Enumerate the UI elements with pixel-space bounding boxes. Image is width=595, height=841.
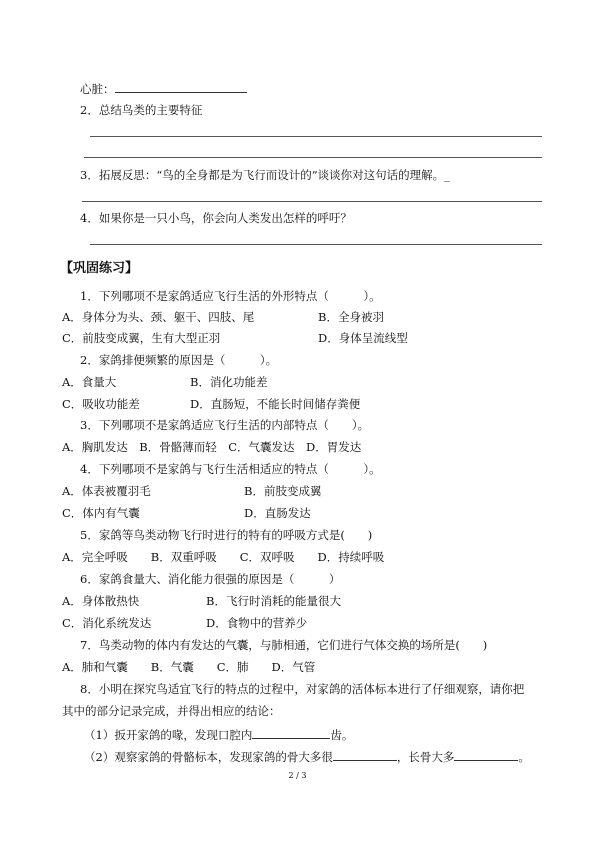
reflection-q3: 3．拓展反思：“鸟的全身都是为飞行而设计的”谈谈你对这句话的理解。_ xyxy=(80,168,450,182)
heart-answer-line xyxy=(80,80,247,96)
question-7: 7．鸟类动物的体内有发达的气囊，与肺相通，它们进行气体交换的场所是( ) xyxy=(80,638,488,652)
question-2: 2．家鸽排便频繁的原因是（ ）。 xyxy=(80,353,278,367)
q1-option-c[interactable]: C．前肢变成翼，生有大型正羽 xyxy=(62,331,221,345)
reflection-q4: 4．如果你是一只小鸟，你会向人类发出怎样的呼吁？ xyxy=(80,211,352,225)
q8-sub-2 xyxy=(84,748,530,764)
heart-blank[interactable] xyxy=(115,80,247,93)
question-4: 4．下列哪项不是家鸽与飞行生活相适应的特点（ ）。 xyxy=(80,462,381,476)
question-8-line-1: 8．小明在探究鸟适宜飞行的特点的过程中，对家鸽的活体标本进行了仔细观察，请你把 xyxy=(80,682,525,696)
question-5: 5．家鸽等鸟类动物飞行时进行的特有的呼吸方式是( ) xyxy=(80,528,373,542)
heart-label: 心脏： xyxy=(80,82,115,96)
q8-sub2-middle: ，长骨大多 xyxy=(396,750,455,764)
q6-option-d[interactable]: D．食物中的营养少 xyxy=(206,616,308,630)
q2-option-d[interactable]: D．直肠短，不能长时间储存粪便 xyxy=(190,397,361,411)
reflection-q2: 2．总结鸟类的主要特征 xyxy=(80,103,203,117)
q8-sub2-prefix: （2）观察家鸽的骨骼标本，发现家鸽的骨大多很 xyxy=(84,750,333,764)
q6-option-c[interactable]: C．消化系统发达 xyxy=(62,616,152,630)
answer-line[interactable] xyxy=(82,201,542,202)
q8-sub-1 xyxy=(84,726,353,742)
q2-option-a[interactable]: A．食量大 xyxy=(62,375,117,389)
question-3: 3．下列哪项不是家鸽适应飞行生活的内部特点（ ）。 xyxy=(80,418,370,432)
question-8-line-2: 其中的部分记录完成，并得出相应的结论： xyxy=(62,704,281,718)
q6-option-b[interactable]: B．飞行时消耗的能量很大 xyxy=(206,594,341,608)
answer-line[interactable] xyxy=(90,244,542,245)
question-6: 6．家鸽食量大、消化能力很强的原因是（ ） xyxy=(80,572,341,586)
q8-sub1-blank[interactable] xyxy=(252,726,330,739)
q8-sub2-suffix: 。 xyxy=(518,750,530,764)
q2-option-b[interactable]: B．消化功能差 xyxy=(190,375,268,389)
section-title: 【巩固练习】 xyxy=(60,261,139,276)
q8-sub2-blank-2[interactable] xyxy=(454,748,518,761)
q7-options[interactable]: A．肺和气囊 B．气囊 C．肺 D．气管 xyxy=(62,660,316,674)
q2-option-c[interactable]: C．吸收功能差 xyxy=(62,397,140,411)
q1-option-a[interactable]: A．身体分为头、颈、躯干、四肢、尾 xyxy=(62,310,255,324)
q4-option-c[interactable]: C．体内有气囊 xyxy=(62,506,140,520)
q5-options[interactable]: A．完全呼吸 B．双重呼吸 C．双呼吸 D．持续呼吸 xyxy=(62,550,385,564)
q8-sub1-suffix: 齿。 xyxy=(330,728,354,742)
question-1: 1．下列哪项不是家鸽适应飞行生活的外形特点（ ）。 xyxy=(80,289,381,303)
q1-option-b[interactable]: B．全身被羽 xyxy=(318,310,384,324)
page-number: 2 / 3 xyxy=(288,771,307,780)
q8-sub1-prefix: （1）扳开家鸽的喙，发现口腔内 xyxy=(84,728,253,742)
q3-options[interactable]: A．胸肌发达 B．骨骼薄而轻 C．气囊发达 D．胃发达 xyxy=(62,440,362,454)
q4-option-a[interactable]: A．体表被覆羽毛 xyxy=(62,484,151,498)
q8-sub2-blank-1[interactable] xyxy=(333,748,397,761)
q4-option-d[interactable]: D．直肠发达 xyxy=(244,506,311,520)
q4-option-b[interactable]: B．前肢变成翼 xyxy=(244,484,322,498)
answer-line[interactable] xyxy=(90,136,542,137)
q6-option-a[interactable]: A．身体散热快 xyxy=(62,594,140,608)
answer-line[interactable] xyxy=(84,157,542,158)
q1-option-d[interactable]: D．身体呈流线型 xyxy=(318,331,408,345)
